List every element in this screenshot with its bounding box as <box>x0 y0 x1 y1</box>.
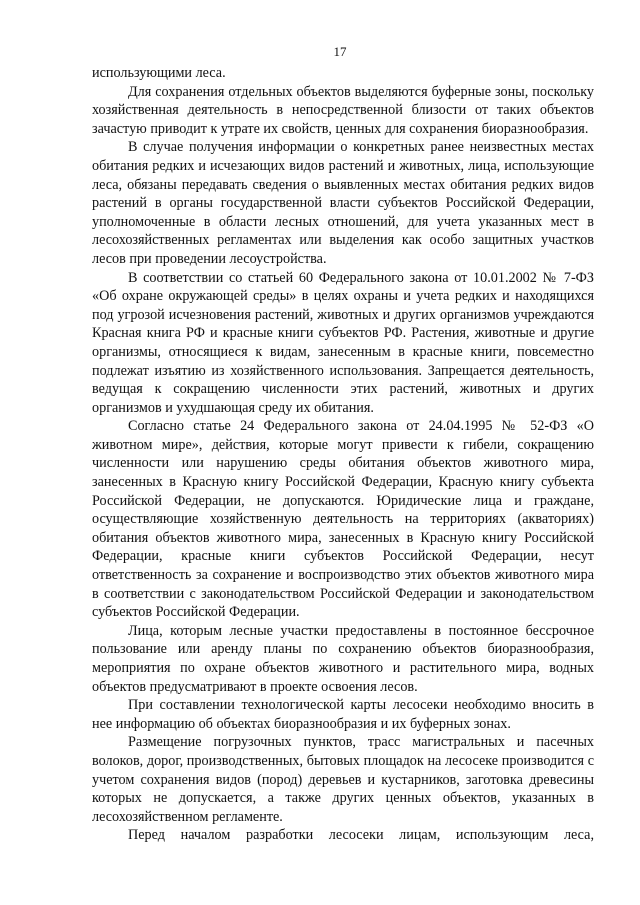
paragraph-habitat-information: В случае получения информации о конкретных ранее неизвестных местах обитания редких и исчезающих видов растений и животных, лица, использующие леса, обязаны передавать сведения о выявленных местах обитания редких видов растений в органы государственной власти субъектов Российской Федерации, уполномоченные в области лесных отношений, для учета указанных мест в лесохозяйственных регламентах или выделения как особо защитных участков лесов при проведении лесоустройства. <box>92 139 594 267</box>
paragraph-placement-rules: Размещение погрузочных пунктов, трасс магистральных и пасечных волоков, дорог, производственных, бытовых площадок на лесосеке производится с учетом сохранения видов (пород) деревьев и кустарников, заготовка древесины которых не допускается, а также других ценных объектов, указанных в лесохозяйственном регламенте. <box>92 734 594 825</box>
paragraph-wildlife-law: Согласно статье 24 Федерального закона от 24.04.1995 № 52-ФЗ «О животном мире», действия, которые могут привести к гибели, сокращению численности или нарушению среды обитания объектов животного мира, занесенных в Красную книгу Российской Федерации, Красную книгу субъекта Российской Федерации, не допускаются. Юридические лица и граждане, осуществляющие хозяйственную деятельность на территориях (акваториях) обитания объектов животного мира, занесенных в Красную книгу Российской Федерации, красные книги субъектов Российской Федерации, несут ответственность за сохранение и воспроизводство этих объектов животного мира в соответствии с законодательством Российской Федерации и законодательством субъектов Российской Федерации. <box>92 418 594 621</box>
paragraph-forest-users-plans: Лица, которым лесные участки предоставлены в постоянное бессрочное пользование или аренду планы по сохранению объектов биоразнообразия, мероприятия по охране объектов животного и растительного мира, водных объектов предусматривают в проекте освоения лесов. <box>92 622 594 695</box>
paragraph-before-logging: Перед началом разработки лесосеки лицам, использующим леса, <box>128 827 594 844</box>
paragraph-continuation: использующими леса. <box>92 65 226 81</box>
body-text <box>92 64 594 845</box>
paragraph-technological-map: При составлении технологической карты лесосеки необходимо вносить в нее информацию об объектах биоразнообразия и их буферных зонах. <box>92 697 594 732</box>
paragraph-buffer-zones: Для сохранения отдельных объектов выделяются буферные зоны, поскольку хозяйственная деятельность в непосредственной близости от таких объектов зачастую приводит к утрате их свойств, ценных для сохранения биоразнообразия. <box>92 83 594 137</box>
page-number: 17 <box>333 44 347 59</box>
paragraph-environment-law: В соответствии со статьей 60 Федерального закона от 10.01.2002 № 7-ФЗ «Об охране окружающей среды» в целях охраны и учета редких и находящихся под угрозой исчезновения растений, животных и других организмов учреждаются Красная книга РФ и красные книги субъектов РФ. Растения, животные и другие организмы, относящиеся к видам, занесенным в красные книги, повсеместно подлежат изъятию из хозяйственного использования. Запрещается деятельность, ведущая к сокращению численности этих растений, животных и других организмов и ухудшающая среду их обитания. <box>92 269 594 416</box>
